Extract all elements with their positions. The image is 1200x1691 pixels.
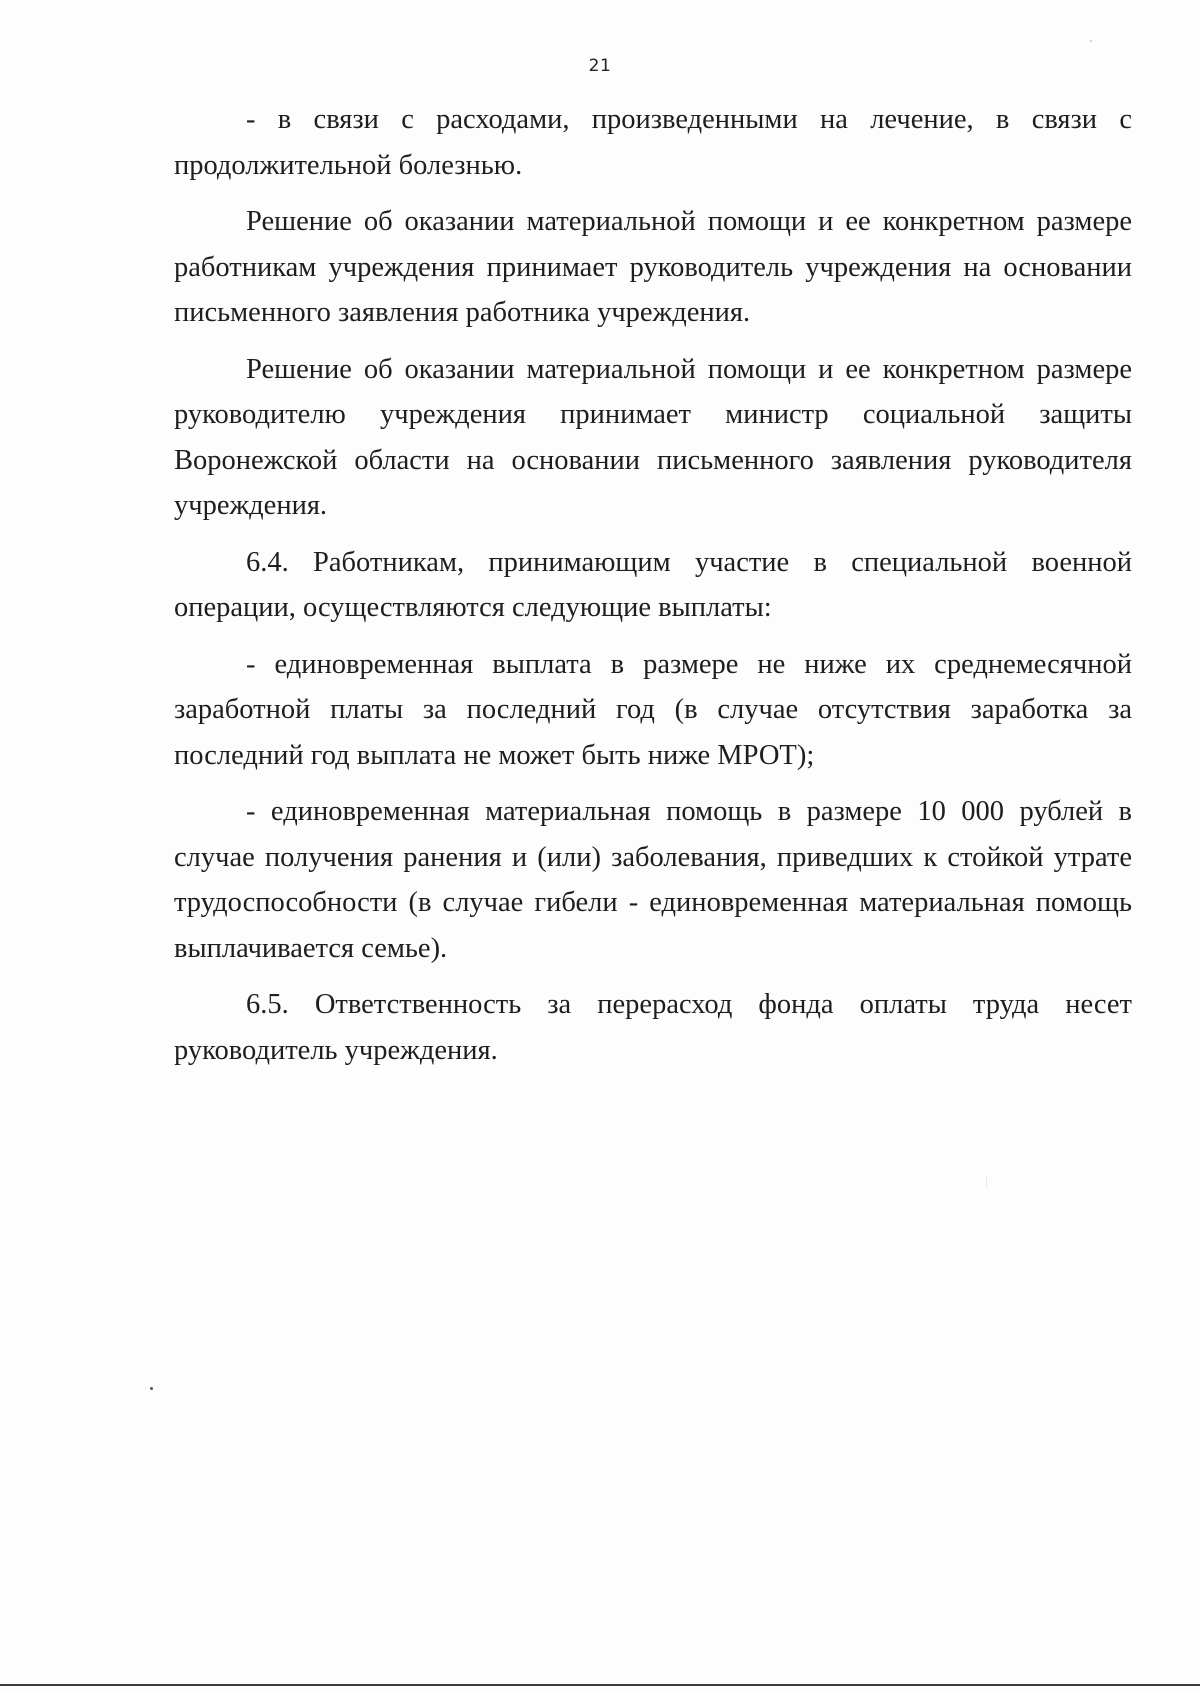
paragraph-aid-decision-employees: Решение об оказании материальной помощи и ее конкретном размере работникам учреждения принимает руководитель учреждения на основании письменного заявления работника учреждения.: [174, 206, 1132, 328]
paragraph-treatment-expenses: - в связи с расходами, произведенными на лечение, в связи с продолжительной болезнью.: [174, 104, 1132, 181]
scan-edge-line: [0, 1684, 1200, 1686]
scan-speck: [150, 1387, 153, 1390]
scan-speck: [1090, 40, 1092, 42]
paragraph-aid-decision-director: Решение об оказании материальной помощи и ее конкретном размере руководителю учреждения принимает министр социальной защиты Воронежской области на основании письменного заявления руководителя учреждения.: [174, 353, 1132, 521]
paragraph-one-time-material-aid: - единовременная материальная помощь в размере 10 000 рублей в случае получения ранения и (или) заболевания, приведших к стойкой утрате трудоспособности (в случае гибели - единовременная материальная помощь выплачивается семье).: [174, 796, 1132, 964]
page-number: 21: [588, 56, 612, 76]
paragraph-section-6-4: 6.4. Работникам, принимающим участие в специальной военной операции, осуществляются следующие выплаты:: [174, 546, 1132, 623]
paragraph-section-6-5: 6.5. Ответственность за перерасход фонда оплаты труда несет руководитель учреждения.: [174, 989, 1132, 1066]
document-body: [174, 97, 1132, 1073]
scan-speck: [986, 1176, 987, 1188]
paragraph-one-time-payment: - единовременная выплата в размере не ниже их среднемесячной заработной платы за последний год (в случае отсутствия заработка за последний год выплата не может быть ниже МРОТ);: [174, 648, 1132, 771]
